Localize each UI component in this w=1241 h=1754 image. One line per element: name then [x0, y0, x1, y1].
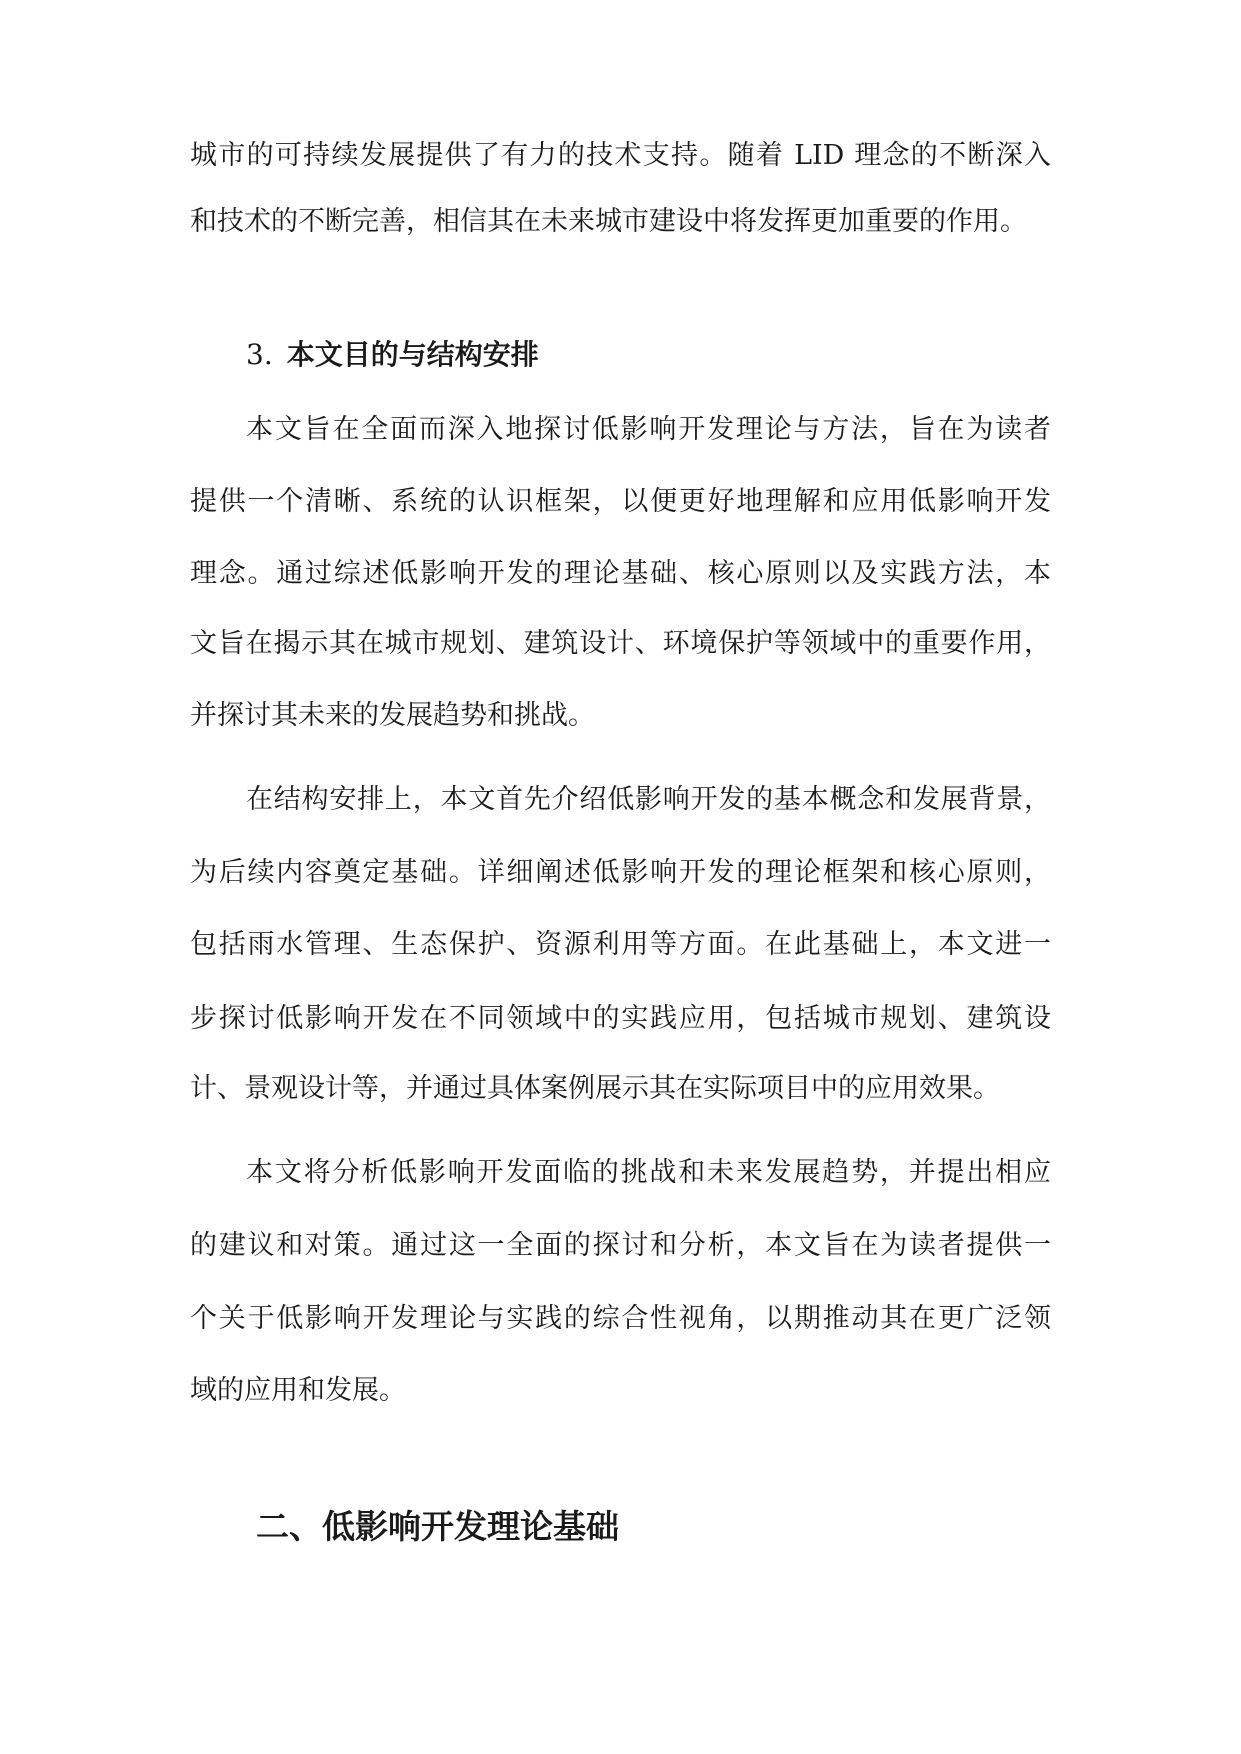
paragraph-analysis-line-4: 域的应用和发展。 — [190, 1375, 406, 1406]
subsection-title: 本文目的与结构安排 — [286, 338, 539, 371]
paragraph-structure-line-1: 在结构安排上，本文首先介绍低影响开发的基本概念和发展背景， — [246, 784, 1051, 815]
paragraph-structure-line-2: 为后续内容奠定基础。详细阐述低影响开发的理论框架和核心原则， — [190, 857, 1051, 888]
paragraph-purpose-line-1: 本文旨在全面而深入地探讨低影响开发理论与方法，旨在为读者 — [246, 414, 1051, 445]
section-heading: 二、低影响开发理论基础 — [256, 1507, 619, 1546]
paragraph-purpose-line-3: 理念。通过综述低影响开发的理论基础、核心原则以及实践方法，本 — [190, 558, 1051, 589]
paragraph-purpose-line-5: 并探讨其未来的发展趋势和挑战。 — [190, 700, 595, 731]
paragraph-purpose-line-4: 文旨在揭示其在城市规划、建筑设计、环境保护等领域中的重要作用， — [190, 628, 1051, 659]
paragraph-structure-line-3: 包括雨水管理、生态保护、资源利用等方面。在此基础上，本文进一 — [190, 929, 1051, 960]
subsection-heading — [246, 335, 539, 375]
paragraph-purpose-line-2: 提供一个清晰、系统的认识框架，以便更好地理解和应用低影响开发 — [190, 486, 1051, 517]
subsection-number: 3. — [246, 338, 273, 371]
paragraph-analysis-line-1: 本文将分析低影响开发面临的挑战和未来发展趋势，并提出相应 — [246, 1157, 1051, 1188]
paragraph-intro-line-1: 城市的可持续发展提供了有力的技术支持。随着 LID 理念的不断深入 — [190, 140, 1051, 171]
paragraph-analysis-line-2: 的建议和对策。通过这一全面的探讨和分析，本文旨在为读者提供一 — [190, 1230, 1051, 1261]
paragraph-analysis-line-3: 个关于低影响开发理论与实践的综合性视角，以期推动其在更广泛领 — [190, 1303, 1051, 1334]
paragraph-intro-line-2: 和技术的不断完善，相信其在未来城市建设中将发挥更加重要的作用。 — [190, 206, 1027, 237]
paragraph-structure-line-5: 计、景观设计等，并通过具体案例展示其在实际项目中的应用效果。 — [190, 1073, 1000, 1104]
paragraph-structure-line-4: 步探讨低影响开发在不同领域中的实践应用，包括城市规划、建筑设 — [190, 1003, 1051, 1034]
